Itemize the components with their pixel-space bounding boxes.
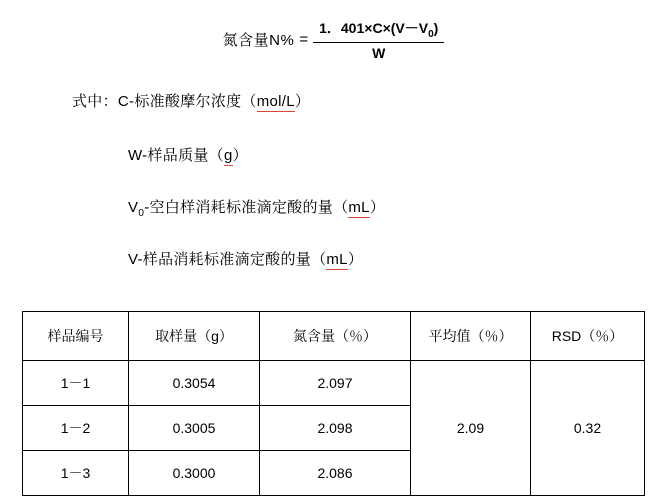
formula-left-hand-side: 氮含量N% [222,31,295,49]
cell-nitrogen: 2.098 [260,406,411,451]
numerator-multiply-2: × [382,20,391,36]
numerator-v0-subscript: 0 [428,28,434,40]
numerator-paren-close: ) [433,20,439,36]
definition-w-unit: g [223,147,233,164]
cell-rsd: 0.32 [531,361,645,496]
definition-line-c [72,90,310,111]
definition-line-v0 [128,196,385,219]
cell-sample-id: 1－2 [23,406,129,451]
definition-w-suffix: ） [232,147,248,164]
cell-average: 2.09 [411,361,531,496]
definition-line-v [128,248,363,269]
definition-c-unit: mol/L [256,93,295,110]
numerator-v0-term: V [418,20,429,36]
numerator-c-term: C [372,20,383,36]
definition-v0-subscript: 0 [138,208,145,219]
definition-w-prefix: W-样品质量（ [128,147,224,164]
numerator-multiply-1: × [364,20,373,36]
formula-equals-sign: = [299,30,309,48]
column-header-sample-id: 样品编号 [23,312,129,361]
cell-nitrogen: 2.086 [260,451,411,496]
cell-sample-id: 1－1 [23,361,129,406]
cell-nitrogen: 2.097 [260,361,411,406]
column-header-rsd: RSD（％） [531,312,645,361]
column-header-average: 平均值（％） [411,312,531,361]
formula-numerator [313,18,444,42]
cell-sample-id: 1－3 [23,451,129,496]
numerator-minus: － [404,20,419,36]
definition-v-prefix: V-样品消耗标准滴定酸的量（ [128,251,327,268]
column-header-nitrogen-content: 氮含量（％） [260,312,411,361]
definition-line-w [128,144,248,165]
cell-sample-mass: 0.3000 [129,451,260,496]
definition-c-prefix: 式中：C-标准酸摩尔浓度（ [72,93,257,110]
table-row [23,361,645,406]
numerator-v-term: V [395,20,405,36]
definition-c-suffix: ） [294,93,311,110]
formula-denominator: W [372,44,386,61]
numerator-paren-open: ( [390,20,396,36]
numerator-constant: 1．401 [319,20,365,36]
formula-block [0,18,667,61]
formula-fraction [313,18,444,61]
table-header-row [23,312,645,361]
definition-v0-text: -空白样消耗标准滴定酸的量（ [144,199,349,216]
definition-v-unit: mL [326,251,348,268]
cell-sample-mass: 0.3005 [129,406,260,451]
definition-v-suffix: ） [347,251,364,268]
cell-sample-mass: 0.3054 [129,361,260,406]
column-header-sample-mass: 取样量（g） [129,312,260,361]
results-table [22,311,645,496]
definition-v0-suffix: ） [369,199,386,216]
formula-expression [223,18,445,61]
definition-v0-symbol: V [128,199,139,216]
definition-v0-unit: mL [348,199,370,216]
